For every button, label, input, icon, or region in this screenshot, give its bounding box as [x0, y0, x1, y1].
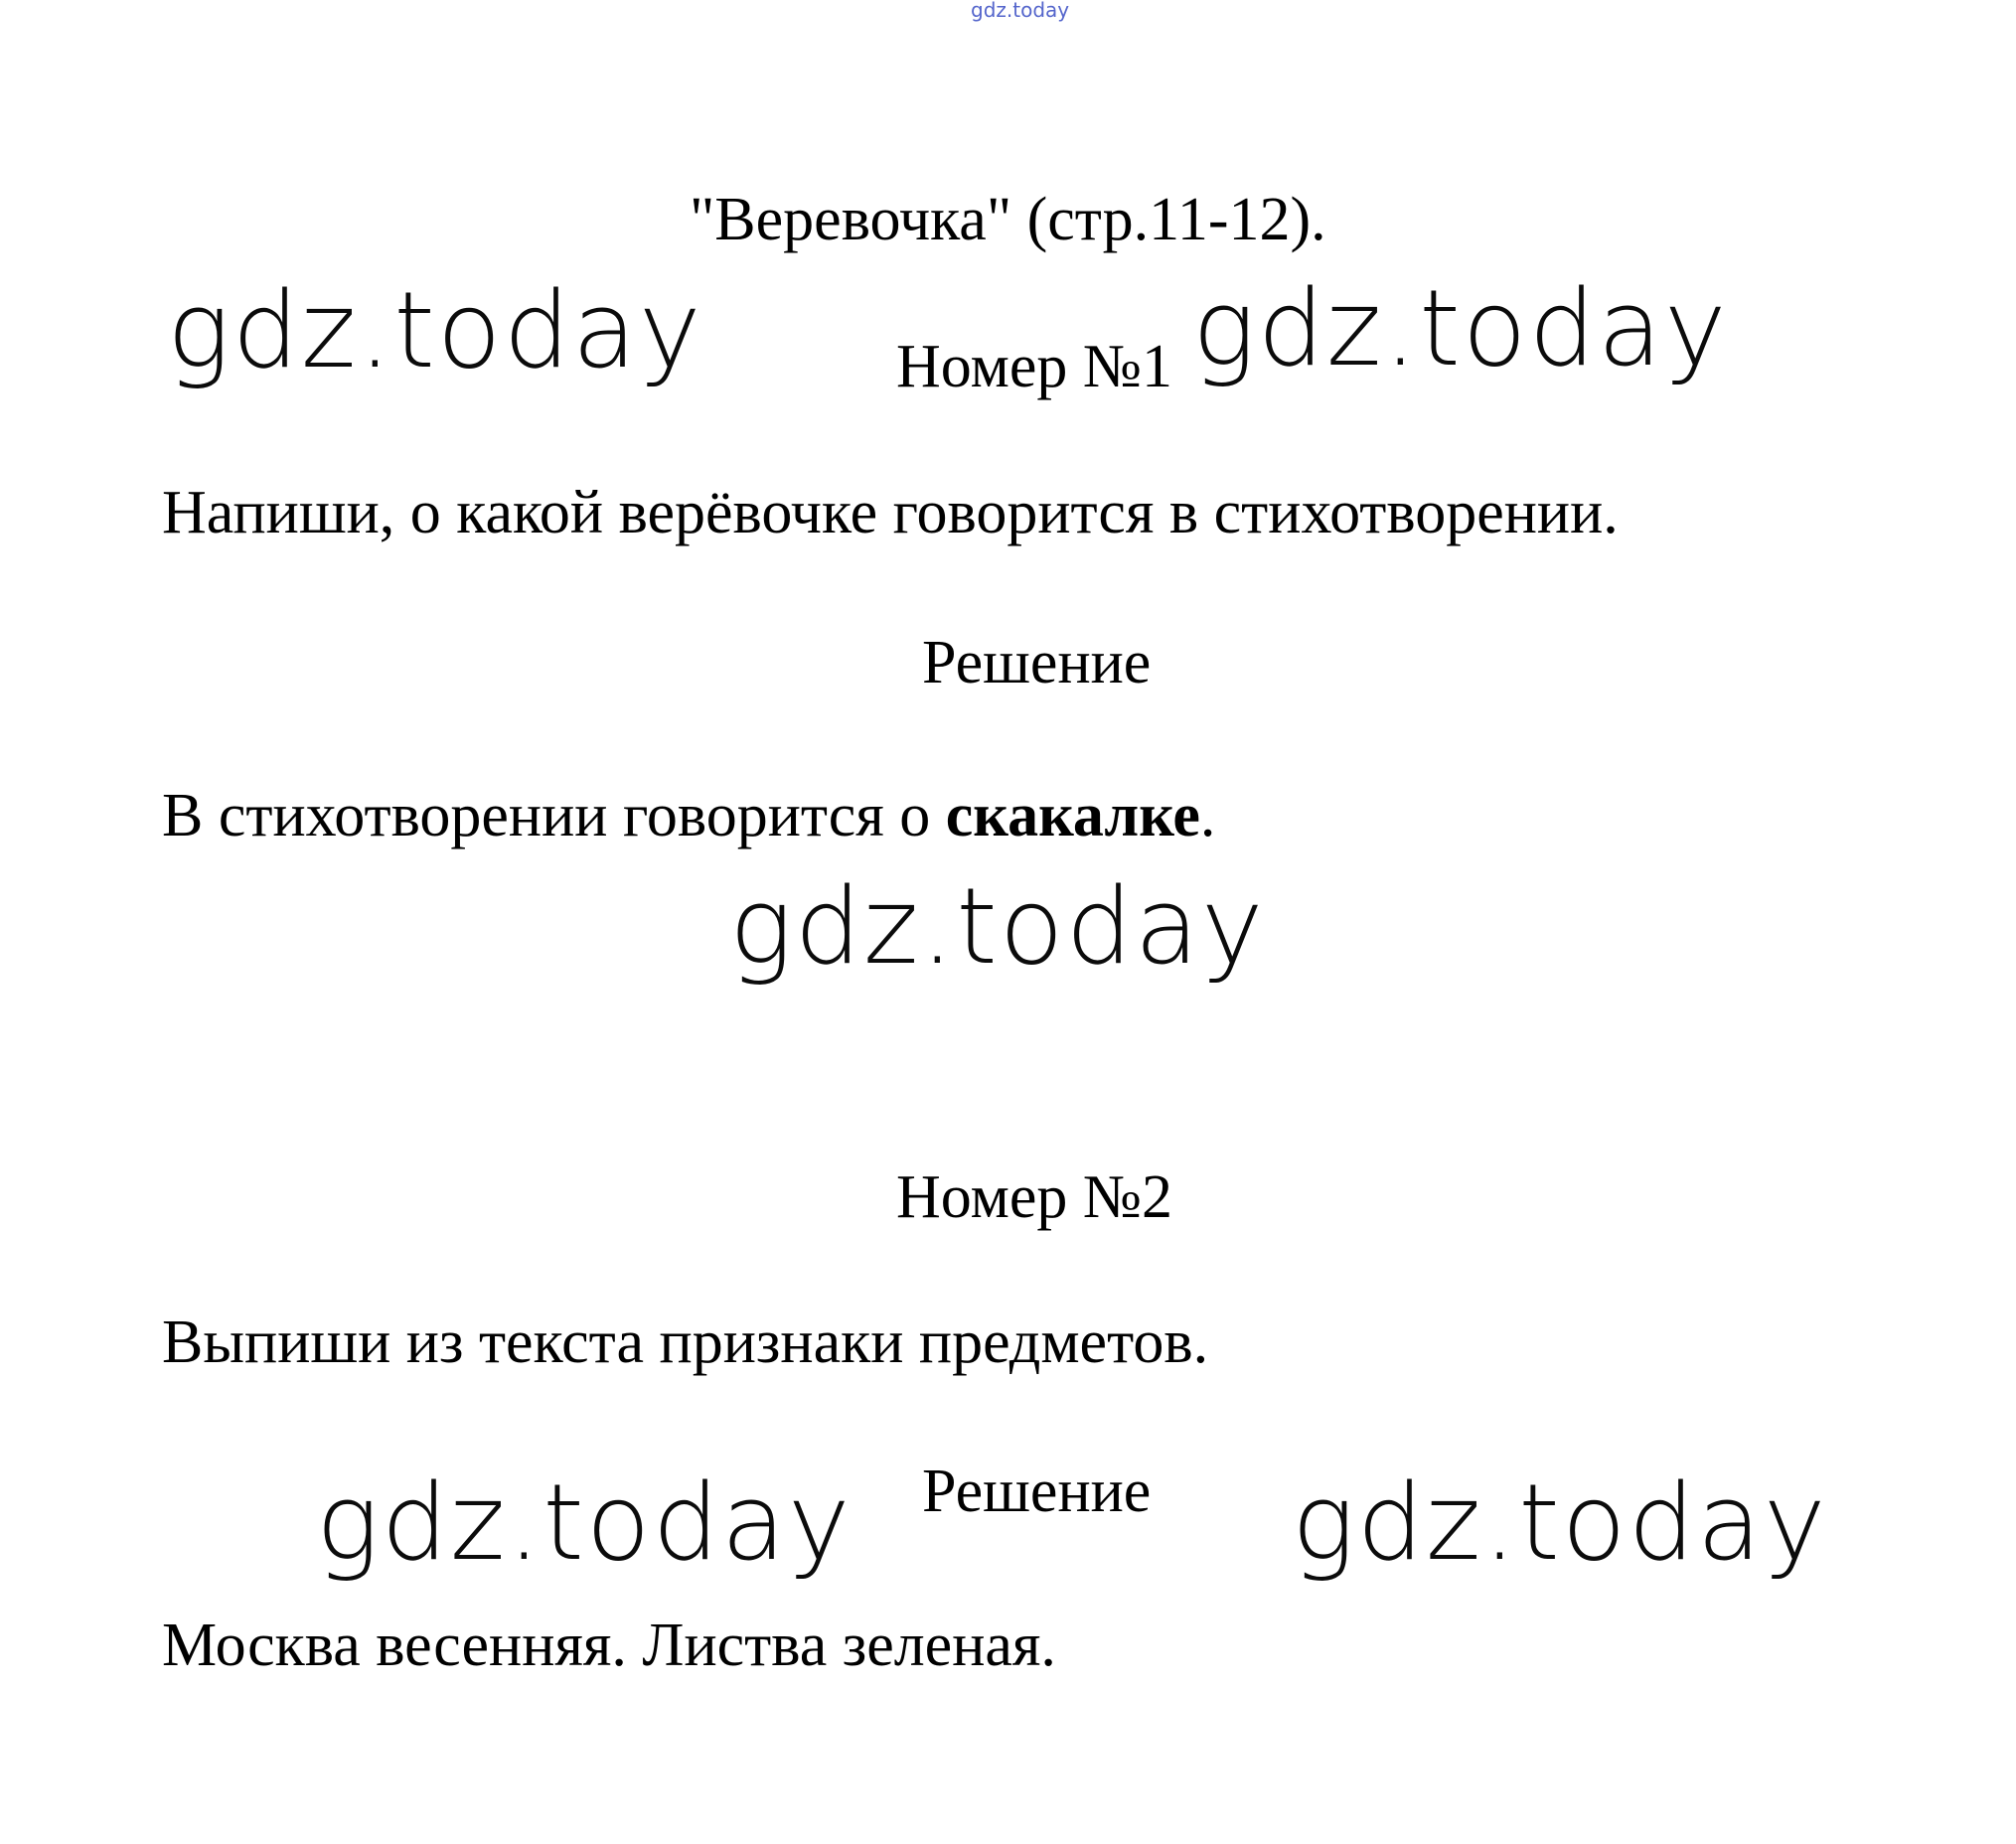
task1-heading: Номер №1: [896, 333, 1173, 400]
watermark-2: gdz.today: [1192, 267, 1729, 389]
task2-question: Выпиши из текста признаки предметов.: [162, 1308, 1209, 1376]
task1-answer-prefix: В стихотворении говорится о: [162, 782, 946, 849]
page-title: "Веревочка" (стр.11-12).: [690, 186, 1326, 253]
watermark-5: gdz.today: [1292, 1461, 1828, 1584]
watermark-4: gdz.today: [316, 1461, 853, 1584]
task1-solution-label: Решение: [922, 629, 1152, 696]
task2-answer: Москва весенняя. Листва зеленая.: [162, 1612, 1056, 1679]
task1-answer-suffix: .: [1199, 782, 1216, 849]
watermark-1: gdz.today: [167, 269, 703, 391]
task2-solution-label: Решение: [922, 1458, 1152, 1525]
task1-question: Напиши, о какой верёвочке говорится в стихотворении.: [162, 479, 1619, 546]
task1-answer-bold: скакалке: [945, 782, 1200, 849]
task1-answer: [162, 782, 1216, 849]
header-watermark: gdz.today: [971, 0, 1070, 22]
watermark-3: gdz.today: [729, 865, 1266, 988]
task2-heading: Номер №2: [896, 1163, 1173, 1231]
